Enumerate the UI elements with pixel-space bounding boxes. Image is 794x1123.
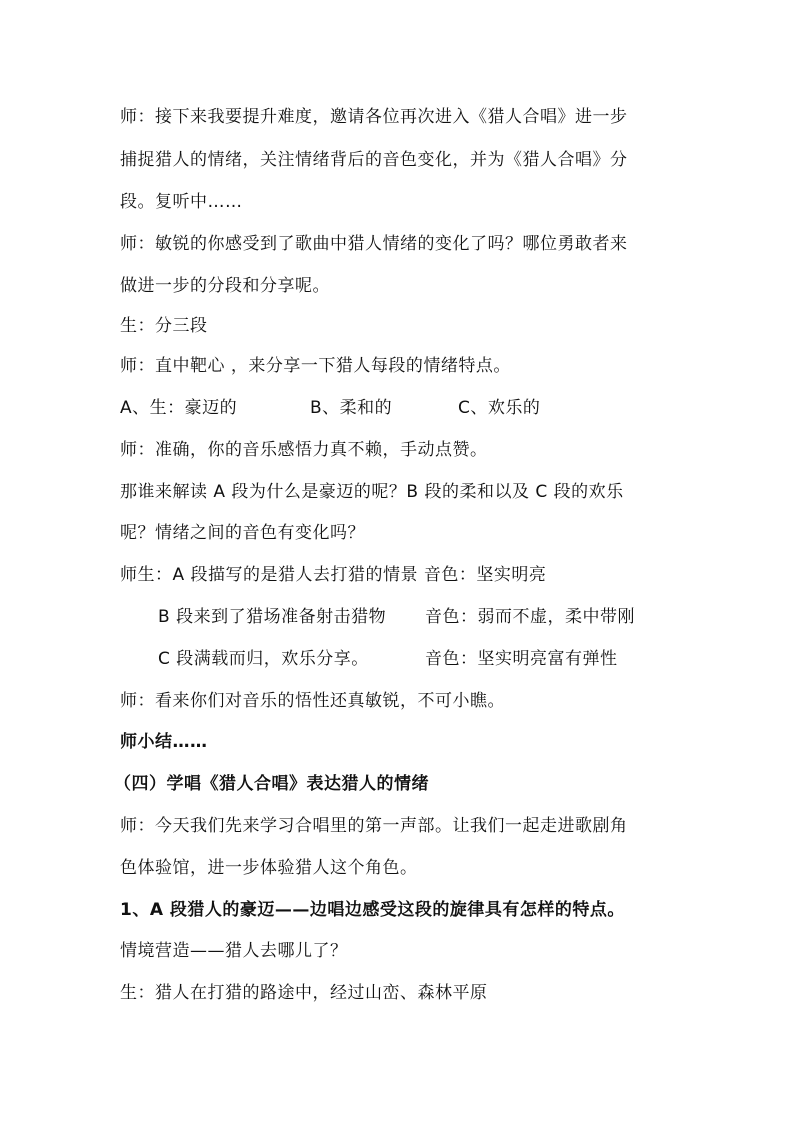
- answer-b: B、柔和的: [310, 398, 393, 418]
- paragraph-line: 师：准确，你的音乐感悟力真不赖，手动点赞。: [120, 440, 488, 460]
- section-b-timbre: 音色：弱而不虚，柔中带刚: [425, 607, 635, 627]
- section-heading: （四）学唱《猎人合唱》表达猎人的情绪: [114, 774, 429, 794]
- paragraph-line: 那谁来解读 A 段为什么是豪迈的呢？B 段的柔和以及 C 段的欢乐: [120, 482, 624, 502]
- paragraph-line: 生：分三段: [120, 316, 208, 336]
- paragraph-line: 色体验馆，进一步体验猎人这个角色。: [120, 858, 418, 878]
- paragraph-line: 师生：A 段描写的是猎人去打猎的情景 音色：坚实明亮: [120, 565, 547, 585]
- section-b-description: B 段来到了猎场准备射击猎物: [158, 607, 387, 627]
- section-c-timbre: 音色：坚实明亮富有弹性: [425, 649, 618, 669]
- answer-c: C、欢乐的: [458, 398, 541, 418]
- paragraph-line: 师：直中靶心 ，来分享一下猎人每段的情绪特点。: [120, 356, 511, 376]
- paragraph-line: 师：敏锐的你感受到了歌曲中猎人情绪的变化了吗？哪位勇敢者来: [120, 234, 628, 254]
- paragraph-line: 捕捉猎人的情绪，关注情绪背后的音色变化，并为《猎人合唱》分: [120, 150, 628, 170]
- paragraph-line: 做进一步的分段和分享呢。: [120, 276, 330, 296]
- teacher-summary-heading: 师小结……: [120, 732, 208, 752]
- paragraph-line: 师：接下来我要提升难度，邀请各位再次进入《猎人合唱》进一步: [120, 107, 628, 127]
- paragraph-line: 情境营造——猎人去哪儿了？: [120, 941, 348, 961]
- paragraph-line: 段。复听中……: [120, 192, 243, 212]
- answer-a: A、生：豪迈的: [120, 398, 238, 418]
- section-c-description: C 段满载而归，欢乐分享。: [158, 649, 369, 669]
- paragraph-line: 生：猎人在打猎的路途中，经过山峦、森林平原: [120, 983, 488, 1003]
- subsection-heading: 1、A 段猎人的豪迈——边唱边感受这段的旋律具有怎样的特点。: [120, 900, 625, 920]
- paragraph-line: 呢？情绪之间的音色有变化吗？: [120, 523, 365, 543]
- paragraph-line: 师：今天我们先来学习合唱里的第一声部。让我们一起走进歌剧角: [120, 816, 628, 836]
- paragraph-line: 师：看来你们对音乐的悟性还真敏锐，不可小瞧。: [120, 691, 505, 711]
